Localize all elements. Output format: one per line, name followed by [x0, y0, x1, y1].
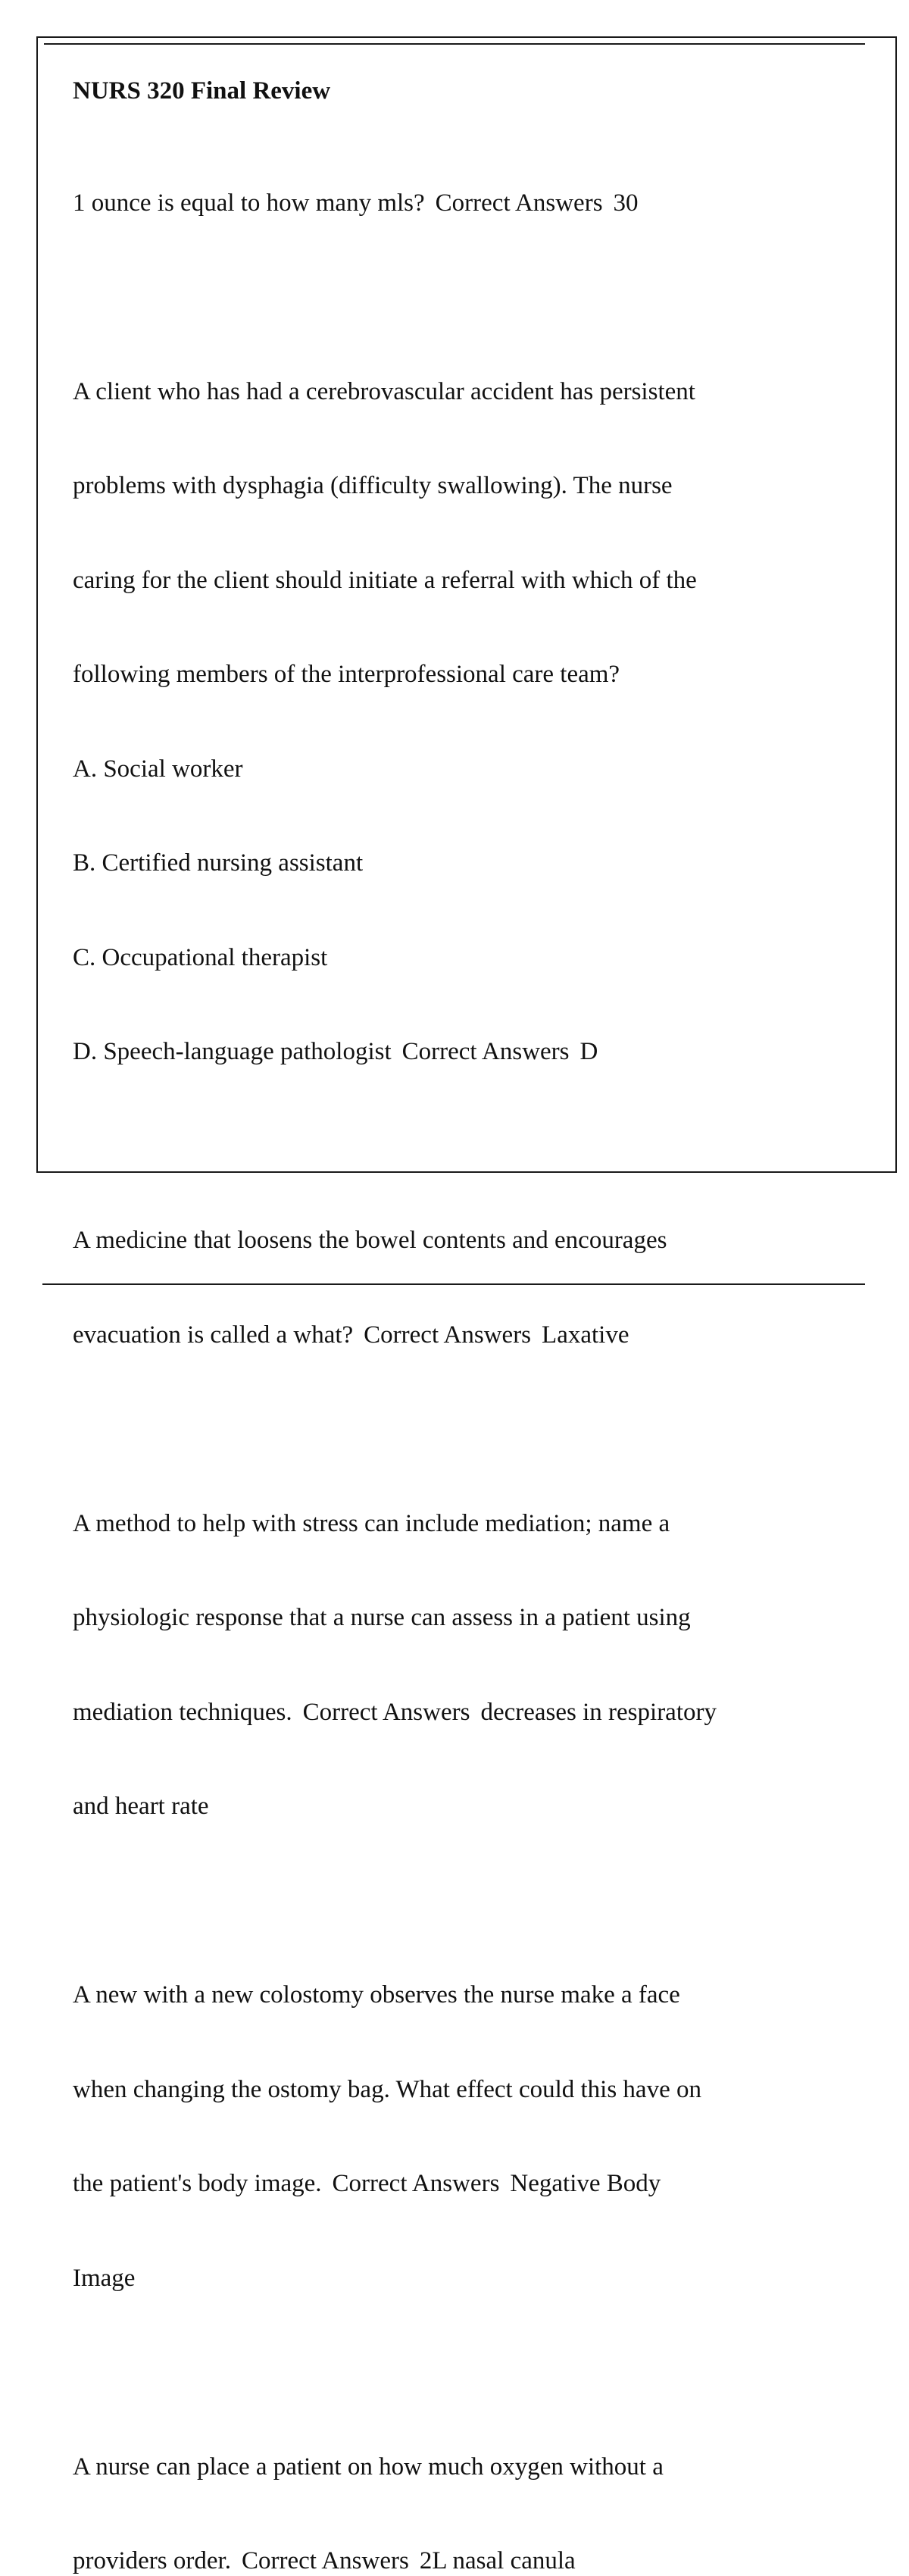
- answer-label: Correct Answers: [436, 189, 603, 217]
- document-title: NURS 320 Final Review: [73, 76, 830, 108]
- qa-item: [73, 314, 830, 1131]
- question-line: A nurse can place a patient on how much oxygen without a: [73, 2452, 830, 2484]
- answer-text: 30: [614, 189, 639, 217]
- qa-item: [73, 1917, 830, 2357]
- question-line: physiologic response that a nurse can assess in a patient using: [73, 1602, 830, 1634]
- question-line: when changing the ostomy bag. What effect could this have on: [73, 2074, 830, 2106]
- option-b: B. Certified nursing assistant: [73, 848, 830, 880]
- qa-item: [73, 1162, 830, 1414]
- question-line: A new with a new colostomy observes the nurse make a face: [73, 1980, 830, 2012]
- question-line: following members of the interprofessional care team?: [73, 659, 830, 691]
- question-line: A method to help with stress can include mediation; name a: [73, 1508, 830, 1540]
- answer-text: decreases in respiratory: [480, 1699, 717, 1726]
- answer-continuation: and heart rate: [73, 1791, 830, 1823]
- qa-item: [73, 125, 830, 283]
- answer-label: Correct Answers: [402, 1038, 570, 1065]
- document-body: [73, 76, 830, 2576]
- question-line: A client who has had a cerebrovascular accident has persistent: [73, 377, 830, 408]
- top-rule: [44, 43, 865, 45]
- answer-label: Correct Answers: [242, 2547, 409, 2574]
- answer-text: 2L nasal canula: [420, 2547, 576, 2574]
- option-a: A. Social worker: [73, 754, 830, 786]
- question-line: 1 ounce is equal to how many mls? Correct Answers 30: [73, 188, 830, 220]
- answer-text: Laxative: [542, 1321, 629, 1349]
- question-line: caring for the client should initiate a referral with which of the: [73, 565, 830, 597]
- question-line: mediation techniques. Correct Answers decreases in respiratory: [73, 1697, 830, 1729]
- answer-continuation: Image: [73, 2263, 830, 2295]
- option-c: C. Occupational therapist: [73, 943, 830, 974]
- question-line: A medicine that loosens the bowel contents and encourages: [73, 1225, 830, 1257]
- question-line: problems with dysphagia (difficulty swallowing). The nurse: [73, 470, 830, 502]
- qa-item: [73, 2389, 830, 2576]
- option-d: D. Speech-language pathologist Correct Answers D: [73, 1036, 830, 1068]
- answer-label: Correct Answers: [303, 1699, 470, 1726]
- answer-label: Correct Answers: [333, 2170, 500, 2197]
- question-line: providers order. Correct Answers 2L nasal canula: [73, 2546, 830, 2576]
- answer-text: Negative Body: [510, 2170, 661, 2197]
- answer-label: Correct Answers: [364, 1321, 531, 1349]
- question-line: the patient's body image. Correct Answers Negative Body: [73, 2168, 830, 2200]
- answer-text: D: [580, 1038, 598, 1065]
- bottom-rule: [42, 1283, 865, 1285]
- question-line: evacuation is called a what? Correct Answers Laxative: [73, 1320, 830, 1352]
- qa-item: [73, 1446, 830, 1886]
